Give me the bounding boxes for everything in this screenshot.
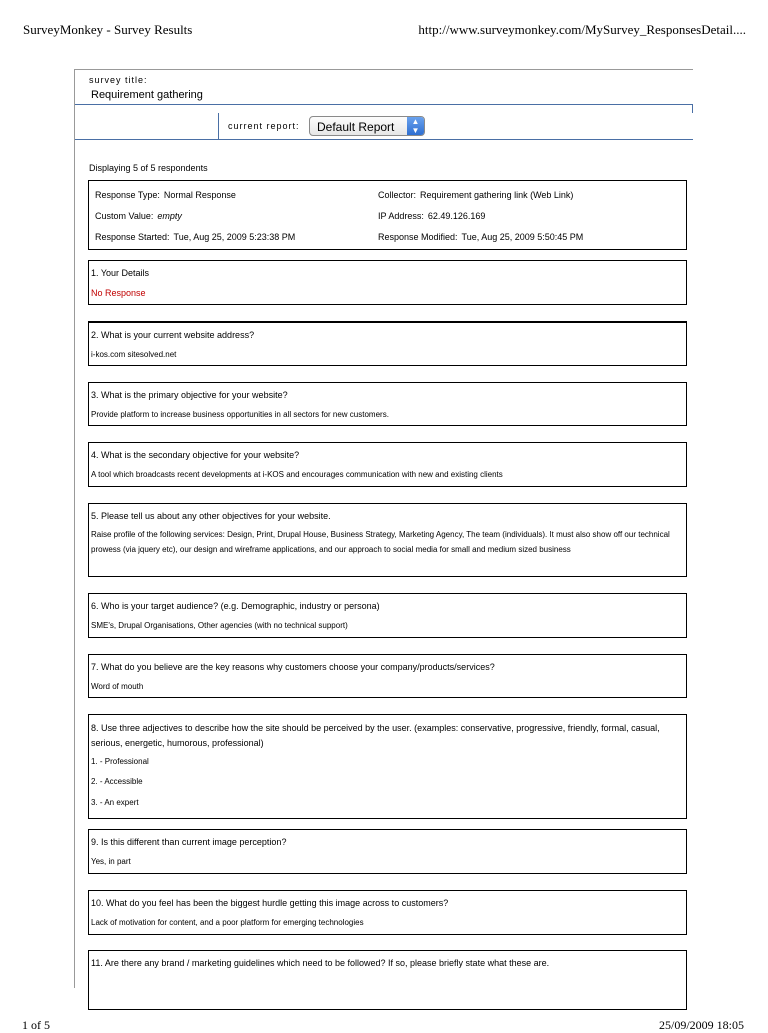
print-datetime: 25/09/2009 18:05 xyxy=(658,1018,744,1032)
question-block xyxy=(88,829,687,874)
current-report-label: current report: xyxy=(228,121,300,131)
print-header-url: http://www.surveymonkey.com/MySurvey_ResponsesDetail.... xyxy=(418,22,746,37)
question-block xyxy=(88,714,687,819)
question-text: 4. What is the secondary objective for your website? xyxy=(91,450,300,460)
question-block xyxy=(88,593,687,638)
answer-text: Yes, in part xyxy=(91,857,131,866)
current-report-value: Default Report xyxy=(317,120,395,134)
answer-text: Lack of motivation for content, and a poor platform for emerging technologies xyxy=(91,918,364,927)
answer-text: Raise profile of the following services: Design, Print, Drupal House, Business Strategy, Marketing Agency, The team (individuals). It must also show off our technical prowess (via jquery etc), our design and wireframe applications, and our approach to social media for small and medium sized business xyxy=(91,530,670,554)
collector: Collector: Requirement gathering link (Web Link) xyxy=(378,190,574,200)
answer-text: Word of mouth xyxy=(91,682,144,691)
custom-value: Custom Value: empty xyxy=(95,211,182,221)
response-modified: Response Modified: Tue, Aug 25, 2009 5:50:45 PM xyxy=(378,232,584,242)
answer-text: Provide platform to increase business opportunities in all sectors for new customers. xyxy=(91,410,389,419)
question-text: 10. What do you feel has been the biggest hurdle getting this image across to customers? xyxy=(91,898,449,908)
question-text: 9. Is this different than current image perception? xyxy=(91,837,287,847)
question-text: 11. Are there any brand / marketing guidelines which need to be followed? If so, please briefly state what these are. xyxy=(91,958,550,968)
response-type: Response Type: Normal Response xyxy=(95,190,236,200)
question-block xyxy=(88,890,687,935)
question-text: 1. Your Details xyxy=(91,268,150,278)
question-text: 3. What is the primary objective for your website? xyxy=(91,390,288,400)
question-text: 2. What is your current website address? xyxy=(91,330,255,340)
answer-text: 2. - Accessible xyxy=(91,777,143,786)
survey-title-block xyxy=(75,70,693,104)
question-text: 8. Use three adjectives to describe how the site should be perceived by the user. (examples: conservative, progressive, friendly, formal, casual, serious, energetic, humorous, professional) xyxy=(91,723,660,748)
survey-title: Requirement gathering xyxy=(91,89,203,101)
respondent-count: Displaying 5 of 5 respondents xyxy=(89,163,208,173)
no-response-answer: No Response xyxy=(91,288,146,298)
question-block xyxy=(88,260,687,305)
survey-results-frame xyxy=(74,69,693,988)
answer-text: 1. - Professional xyxy=(91,757,149,766)
print-header-title: SurveyMonkey - Survey Results xyxy=(23,22,193,37)
current-report-select[interactable] xyxy=(309,116,425,136)
print-header xyxy=(0,0,768,60)
report-divider xyxy=(218,113,219,139)
question-block xyxy=(88,321,687,366)
select-arrows-icon: ▲ ▼ xyxy=(407,117,424,135)
report-bar xyxy=(75,104,693,140)
answer-text: A tool which broadcasts recent developments at i-KOS and encourages communication with new and existing clients xyxy=(91,470,503,479)
answer-text: 3. - An expert xyxy=(91,798,139,807)
question-text: 7. What do you believe are the key reasons why customers choose your company/products/services? xyxy=(91,662,495,672)
print-footer xyxy=(0,1012,768,1032)
page-number: 1 of 5 xyxy=(22,1018,50,1032)
question-block xyxy=(88,382,687,426)
response-started: Response Started: Tue, Aug 25, 2009 5:23:38 PM xyxy=(95,232,296,242)
question-block xyxy=(88,950,687,1010)
question-block xyxy=(88,654,687,698)
question-text: 6. Who is your target audience? (e.g. Demographic, industry or persona) xyxy=(91,601,380,611)
question-block xyxy=(88,442,687,487)
answer-text: SME's, Drupal Organisations, Other agencies (with no technical support) xyxy=(91,621,348,630)
question-text: 5. Please tell us about any other objectives for your website. xyxy=(91,511,331,521)
answer-text: i-kos.com sitesolved.net xyxy=(91,350,177,359)
survey-title-label: survey title: xyxy=(89,75,148,85)
question-block xyxy=(88,503,687,577)
ip-address: IP Address: 62.49.126.169 xyxy=(378,211,486,221)
response-metadata xyxy=(88,180,687,250)
